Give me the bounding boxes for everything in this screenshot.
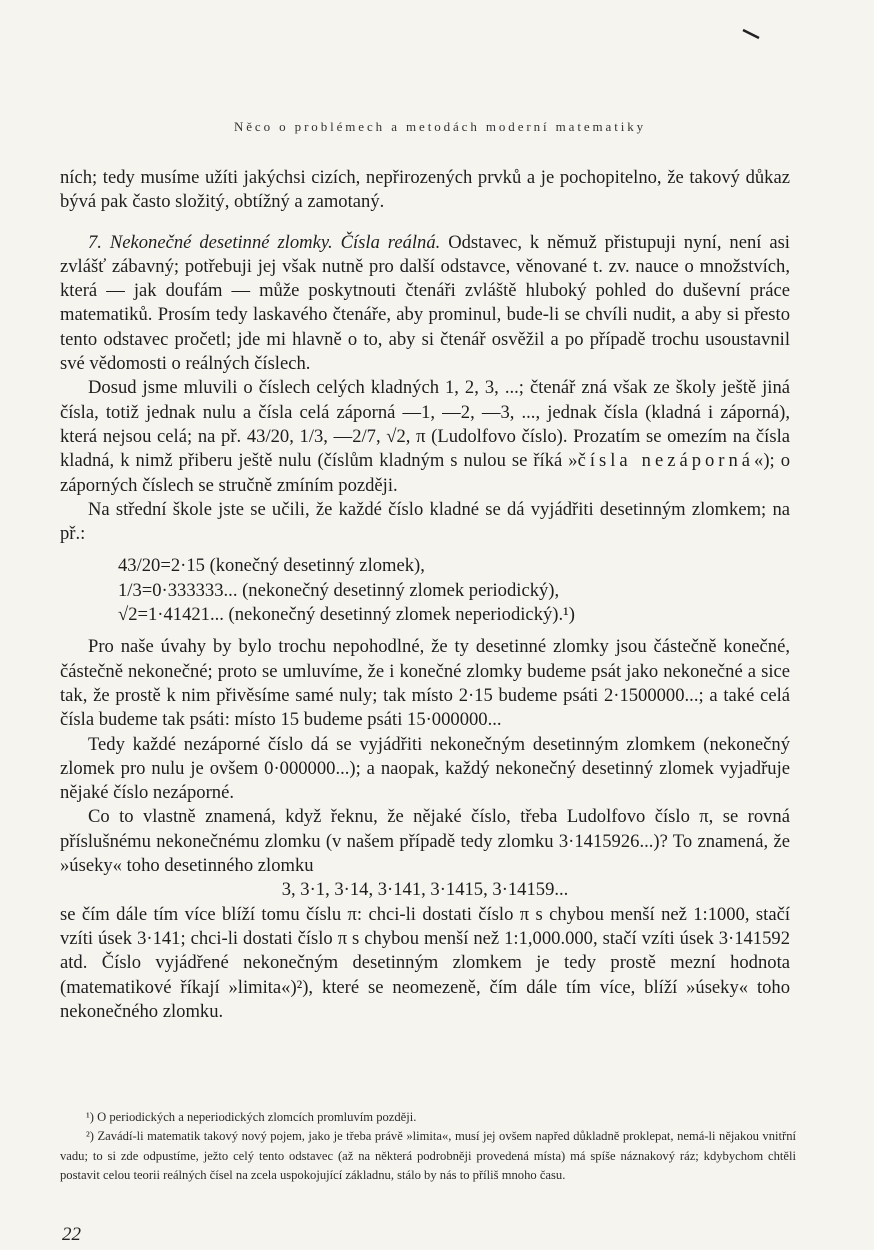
paragraph-3 [60, 376, 790, 497]
footnote-2: ²) Zavádí-li matematik takový nový pojem, jako je třeba právě »limita«, musí jej ovšem napřed důkladně proklepat, nemá-li nějakou vnitřní vadu; to si zde odpustíme, ježto celý tento odstavec (až na některá podrobněji provedená místa) má spíše náznakový ráz; kdybychom chtěli postavit celou teorii reálných čísel na zcela uspokojující základnu, stálo by nás to příliš mnoho času. [60, 1129, 796, 1182]
formula-line: √2=1·41421... (nekonečný desetinný zlomek neperiodický).¹) [118, 604, 575, 626]
body-text [60, 166, 790, 1024]
formula-line: 43/20=2·15 (konečný desetinný zlomek), [118, 555, 425, 577]
paragraph-7: Co to vlastně znamená, když řeknu, že nějaké číslo, třeba Ludolfovo číslo π, se rovná příslušnému nekonečnému zlomku (v našem případě tedy zlomku 3·1415926...)? To znamená, že »úseky« toho desetinného zlomku [60, 806, 790, 877]
formula-block [118, 554, 790, 627]
running-head: Něco o problémech a metodách moderní matematiky [233, 119, 647, 134]
paragraph-5: Pro naše úvahy by bylo trochu nepohodlné, že ty desetinné zlomky jsou částečně konečné, částečně nekonečné; proto se umluvíme, že i konečné zlomky budeme psát jako nekonečné a sice tak, že prostě k nim přivěsíme samé nuly; tak místo 2·15 budeme psáti 2·1500000...; a také celá čísla budeme tak psáti: místo 15 budeme psáti 15·000000... [60, 636, 790, 731]
paragraph-8: se čím dále tím více blíží tomu číslu π: chci-li dostati číslo π s chybou menší než 1:1000, stačí vzíti úsek 3·141; chci-li dostati číslo π s chybou menší než 1:1,000.000, stačí vzíti úsek 3·141592 atd. Číslo vyjádřené nekonečným desetinným zlomkem je tedy prostě mezní hodnota (matematikové říkají »limita«)²), které se neomezeně, čím dále tím více, blíží »úseky« toho nekonečného zlomku. [60, 903, 790, 1022]
footnote-1: ¹) O periodických a neperiodických zlomcích promluvím později. [86, 1110, 417, 1124]
section-intro: Odstavec, k němuž přistupuji nyní, není asi zvlášť zábavný; potřebuji jej však nutně pro další odstavce, věnované t. zv. nauce o množstvích, která — jak doufám — může poskytnouti čtenáři zvláště hluboký pohled do duševní práce matematiků. Prosím tedy laskavého čtenáře, aby prominul, bude-li se chvíli nudit, a aby si přesto tento odstavec pročetl; jde mi hlavně o to, aby si čtenář osvěžil a po případě trochu usoustavnil své vědomosti o reálných číslech. [60, 231, 790, 375]
spaced-term: čísla nezáporná [577, 450, 755, 472]
paragraph-4: Na střední škole jste se učili, že každé číslo kladné se dá vyjádřiti desetinným zlomkem; na př.: [60, 498, 790, 545]
page-number: 22 [62, 1224, 81, 1245]
paragraph-3-part-c: «); o záporných číslech se stručně zmíním později. [60, 450, 790, 496]
ink-mark [742, 28, 762, 40]
footnotes [60, 1108, 796, 1185]
paragraph-6: Tedy každé nezáporné číslo dá se vyjádřiti nekonečným desetinným zlomkem (nekonečný zlomek pro nulu je ovšem 0·000000...); a naopak, každý nekonečný desetinný zlomek vyjadřuje nějaké číslo nezáporné. [60, 733, 790, 804]
section-heading: 7. Nekonečné desetinné zlomky. Čísla reálná. [88, 231, 441, 253]
formula-line: 1/3=0·333333... (nekonečný desetinný zlomek periodický), [118, 579, 560, 601]
pi-sequence: 3, 3·1, 3·14, 3·141, 3·1415, 3·14159... [281, 879, 569, 901]
paragraph-1: ních; tedy musíme užíti jakýchsi cizích, nepřirozených prvků a je pochopitelno, že takový důkaz bývá pak často složitý, obtížný a zamotaný. [60, 167, 790, 213]
paragraph-section-7 [60, 231, 790, 377]
paragraph-3-part-a: Dosud jsme mluvili o číslech celých kladných 1, 2, 3, ...; čtenář zná však ze školy ještě jiná čísla, totiž jednak nulu a čísla celá záporná —1, —2, —3, ..., jednak čísla (kladná i záporná), která nejsou celá; na př. [60, 377, 790, 447]
paragraph-3-part-b: 43/20, 1/3, —2/7, √2, π (Ludolfovo číslo). Prozatím se omezím na čísla kladná, k nimž přiberu ještě nulu (číslům kladným s nulou se říká » [60, 425, 790, 472]
